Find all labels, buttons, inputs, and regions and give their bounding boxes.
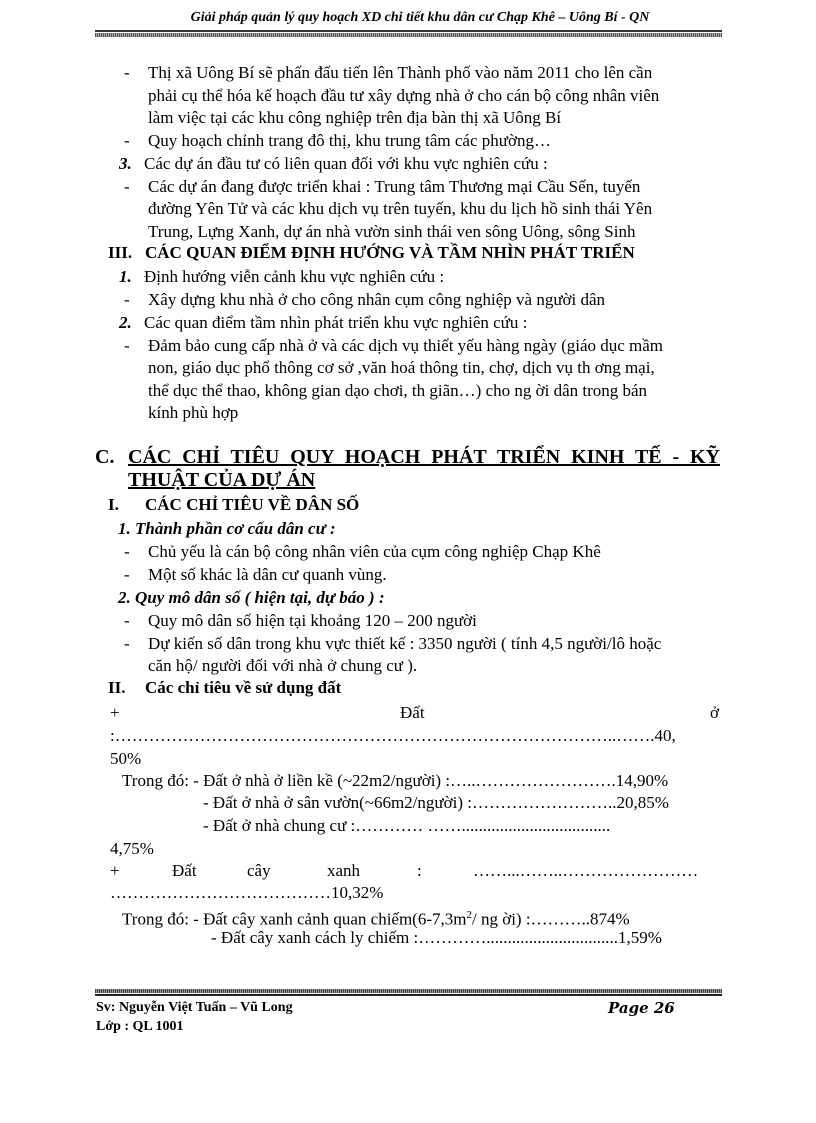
tree-word: cây [247, 861, 271, 880]
tree-detail-line: - Đất cây xanh cách ly chiếm :…………...............................1,59% [211, 928, 662, 947]
list-dash: - [124, 290, 130, 309]
section-heading: CÁC CHỈ TIÊU VỀ DÂN SỐ [145, 495, 360, 514]
section-number: I. [108, 495, 119, 514]
tree-plus: + [110, 861, 120, 880]
paragraph-line: Một số khác là dân cư quanh vùng. [148, 565, 387, 584]
subsection-heading: Định hướng viễn cảnh khu vực nghiên cứu : [144, 267, 445, 286]
chapter-heading-line2: THUẬT CỦA DỰ ÁN [128, 469, 316, 491]
list-dash: - [124, 63, 130, 82]
tree-word: xanh [327, 861, 361, 880]
paragraph-line: kính phù hợp [148, 403, 239, 422]
paragraph-line: Chủ yếu là cán bộ công nhân viên của cụm công nghiệp Chạp Khê [148, 542, 601, 561]
item-number: 1. [119, 267, 132, 286]
tree-dots: ……...……..…………………… [473, 861, 699, 880]
tree-word: Đất [172, 861, 197, 880]
paragraph-line: non, giáo dục phổ thông cơ sở ,văn hoá thông tin, chợ, dịch vụ th ơng mại, [148, 358, 655, 377]
item-number: 2. [119, 313, 132, 332]
paragraph-line: làm việc tại các khu công nghiệp trên địa bàn thị xã Uông Bí [148, 108, 562, 127]
subsection-heading: 2. Quy mô dân số ( hiện tại, dự báo ) : [118, 588, 385, 607]
land-word: Đất [400, 703, 425, 722]
tree-detail-line: Trong đó: - Đất cây xanh cảnh quan $chiếm(6-7,3m^2/$ ng ời) :………..874% [122, 909, 630, 929]
paragraph-line: Dự kiến số dân trong khu vực thiết kế : 3350 người ( tính 4,5 người/lô hoặc [148, 634, 662, 653]
section-number: II. [108, 678, 126, 697]
land-o: ở [710, 703, 719, 722]
footer-class: Lớp : QL 1001 [96, 1019, 184, 1034]
footer-student: Sv: Nguyễn Việt Tuấn – Vũ Long [96, 1000, 293, 1015]
header-rule-pattern [95, 33, 722, 37]
paragraph-line: đường Yên Tử và các khu dịch vụ trên tuyến, khu du lịch hồ sinh thái Yên [148, 199, 653, 218]
subsection-heading: 1. Thành phần cơ cấu dân cư : [118, 519, 336, 538]
land-plus: + [110, 703, 120, 722]
paragraph-line: Thị xã Uông Bí sẽ phấn đấu tiến lên Thành phố vào năm 2011 cho lên cần [148, 63, 653, 82]
list-dash: - [124, 542, 130, 561]
list-dash: - [124, 131, 130, 150]
footer-rule-pattern [95, 989, 722, 993]
paragraph-line: Xây dựng khu nhà ở cho công nhân cụm công nghiệp và người dân [148, 290, 606, 309]
list-dash: - [124, 177, 130, 196]
subsection-heading: Các dự án đầu tư có liên quan đối với khu vực nghiên cứu : [144, 154, 548, 173]
item-number: 3. [119, 154, 132, 173]
list-dash: - [124, 611, 130, 630]
tree-colon: : [417, 861, 422, 880]
paragraph-line: Trung, Lựng Xanh, dự án nhà vườn sinh thái ven sông Uông, sông Sinh [148, 222, 636, 241]
page-header-title: Giải pháp quản lý quy hoạch XD chi tiết khu dân cư Chạp Khê – Uông Bí - QN [190, 10, 650, 25]
paragraph-line: Quy hoạch chỉnh trang đô thị, khu trung tâm các phường… [148, 131, 551, 150]
land-detail-line: Trong đó: - Đất ở nhà ở liền kề (~22m2/người) :…..…………………….14,90% [122, 771, 669, 790]
land-detail-line: - Đất ở nhà ở sân vườn(~66m2/người) :……………………..20,85% [203, 793, 669, 812]
footer-page-number: Page 26 [608, 999, 675, 1017]
chapter-heading-line1: CÁC CHỈ TIÊU QUY HOẠCH PHÁT TRIỂN KINH TẾ - KỸ [128, 446, 720, 468]
section-number: III. [108, 243, 133, 262]
header-rule [95, 30, 722, 32]
paragraph-line: Các dự án đang được triển khai : Trung tâm Thương mại Cầu Sến, tuyến [148, 177, 641, 196]
land-dots: :……………………………………………………………………………..…….40, [110, 726, 676, 745]
paragraph-line: căn hộ/ người đối với nhà ở chung cư ). [148, 656, 418, 675]
section-heading: CÁC QUAN ĐIỂM ĐỊNH HƯỚNG VÀ TẦM NHÌN PHÁT TRIỂN [145, 243, 635, 262]
tree-dots-line: …………………………………10,32% [110, 883, 384, 902]
list-dash: - [124, 336, 130, 355]
land-percent: 50% [110, 749, 142, 768]
paragraph-line: thể dục thể thao, không gian dạo chơi, th giãn…) cho ng ời dân trong bán [148, 381, 648, 400]
paragraph-line: Quy mô dân số hiện tại khoảng 120 – 200 người [148, 611, 477, 630]
list-dash: - [124, 634, 130, 653]
land-detail-line: - Đất ở nhà chung cư :………… ……................................... [203, 816, 611, 835]
subsection-heading: Các quan điểm tầm nhìn phát triển khu vực nghiên cứu : [144, 313, 528, 332]
land-percent: 4,75% [110, 839, 154, 858]
paragraph-line: Đảm bảo cung cấp nhà ở và các dịch vụ thiết yếu hàng ngày (giáo dục mầm [148, 336, 664, 355]
list-dash: - [124, 565, 130, 584]
section-heading: Các chỉ tiêu về sử dụng đất [145, 678, 342, 697]
footer-rule [95, 994, 722, 996]
paragraph-line: phải cụ thể hóa kế hoạch đầu tư xây dựng nhà ở cho cán bộ công nhân viên [148, 86, 660, 105]
chapter-letter: C. [95, 446, 115, 468]
